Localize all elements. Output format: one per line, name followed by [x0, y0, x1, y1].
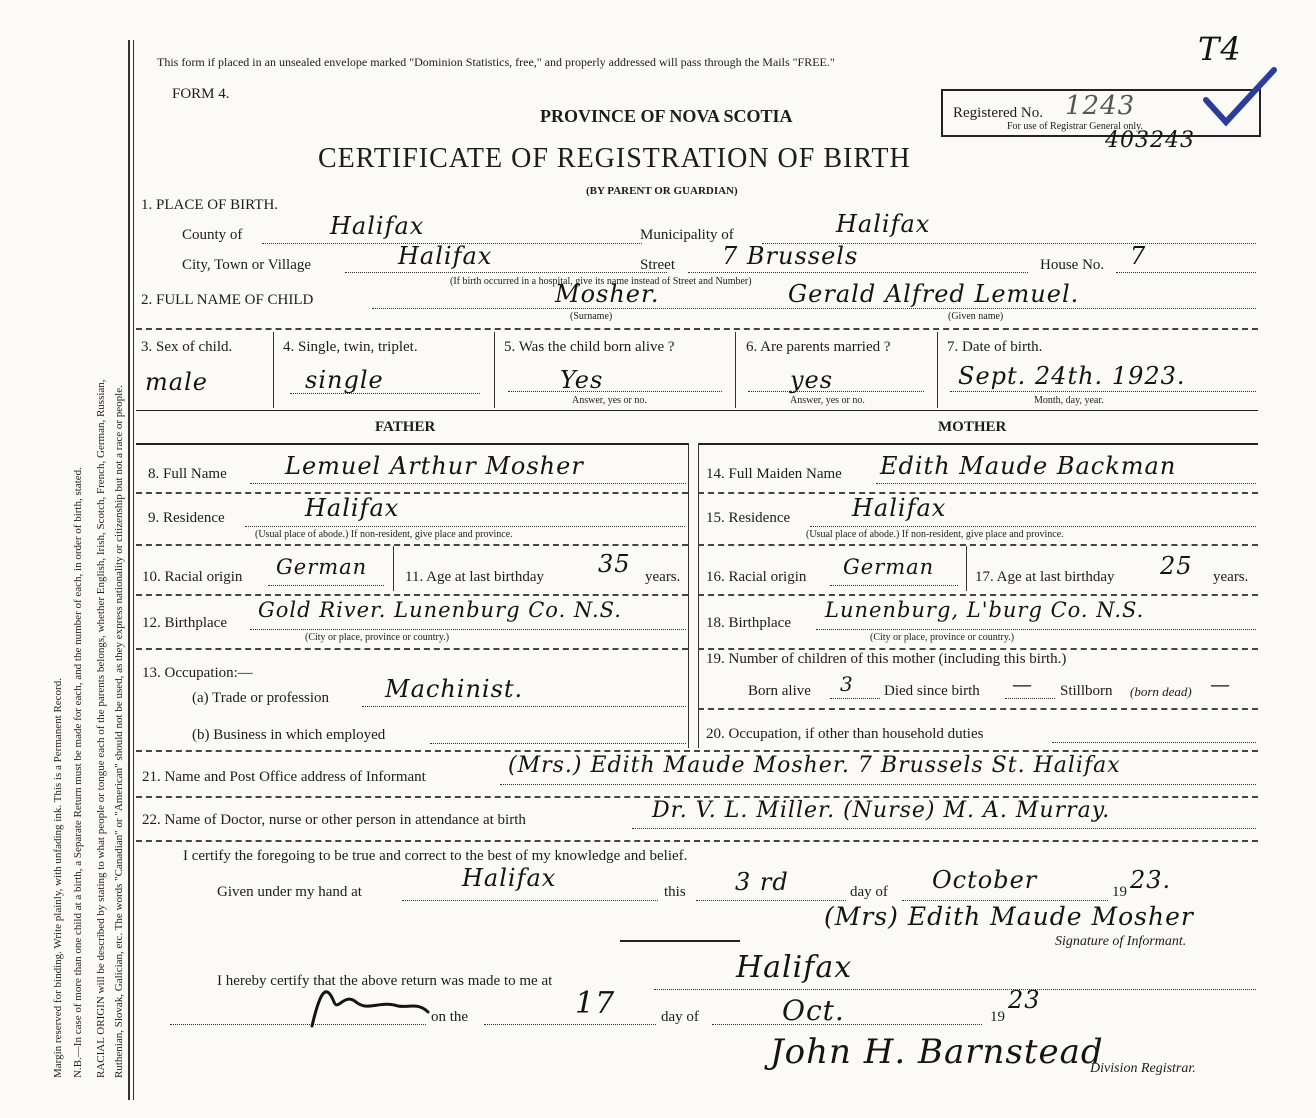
registered-number: 1243 — [1065, 91, 1136, 121]
trade-line — [362, 706, 686, 707]
father-divider-3 — [136, 594, 688, 596]
single-label: 4. Single, twin, triplet. — [283, 339, 418, 355]
born-alive-label: Born alive — [748, 683, 811, 699]
mother-residence-line — [810, 526, 1256, 527]
date-line — [950, 391, 1256, 392]
married-hint: Answer, yes or no. — [790, 395, 865, 406]
father-divider-4 — [136, 648, 688, 650]
father-name-label: 8. Full Name — [148, 466, 227, 482]
mother-name-line — [876, 483, 1256, 484]
check-mark-icon — [1198, 62, 1278, 142]
mother-birthplace-label: 18. Birthplace — [706, 615, 791, 631]
section-divider-21 — [136, 750, 1258, 752]
section-divider-certify — [136, 840, 1258, 842]
house-line — [1116, 272, 1256, 273]
married-value: yes — [790, 366, 834, 394]
mother-race-divider — [966, 546, 967, 591]
dayof-label: day of — [850, 884, 888, 900]
father-column-edge — [688, 443, 689, 748]
doctor-line — [632, 828, 1256, 829]
mother-occupation-line — [1052, 742, 1256, 743]
stillborn-value: — — [1210, 672, 1231, 696]
surname-hint: (Surname) — [570, 311, 613, 322]
born-alive-value: 3 — [840, 672, 854, 696]
registrar-signature-label: Division Registrar. — [1090, 1061, 1196, 1076]
alive-value: Yes — [560, 366, 604, 394]
mother-divider-4 — [698, 648, 1258, 650]
city-value: Halifax — [398, 242, 493, 270]
date-hint: Month, day, year. — [1034, 395, 1104, 406]
child-name-label: 2. FULL NAME OF CHILD — [141, 292, 314, 308]
father-birthplace-line — [250, 629, 686, 630]
corner-mark: T4 — [1198, 30, 1242, 68]
father-heading: FATHER — [375, 419, 436, 435]
given-label: Given under my hand at — [217, 884, 362, 900]
parents-top-rule — [136, 410, 1258, 411]
trade-value: Machinist. — [385, 675, 524, 703]
mother-occupation-label: 20. Occupation, if other than household duties — [706, 726, 984, 742]
mother-divider-3 — [698, 594, 1258, 596]
business-label: (b) Business in which employed — [192, 727, 386, 743]
mother-race-line — [830, 585, 958, 586]
registrar-year-value: 23 — [1008, 986, 1041, 1014]
father-residence-label: 9. Residence — [148, 510, 225, 526]
occupation-label: 13. Occupation:— — [142, 665, 253, 681]
certify-statement: I certify the foregoing to be true and correct to the best of my knowledge and belief. — [183, 848, 688, 864]
street-value: 7 Brussels — [722, 242, 859, 270]
sex-label: 3. Sex of child. — [141, 339, 233, 355]
registrar-month-line — [712, 1024, 982, 1025]
month-value: October — [932, 866, 1038, 894]
child-name-line — [372, 308, 1256, 309]
mail-notice: This form if placed in an unsealed envelope marked "Dominion Statistics, free," and properly addressed will pass through the Mails "FREE." — [157, 55, 835, 69]
father-race-divider — [393, 546, 394, 591]
house-value: 7 — [1130, 242, 1147, 270]
father-birthplace-label: 12. Birthplace — [142, 615, 227, 631]
registrar-day-value: 17 — [575, 986, 616, 1021]
father-age-value: 35 — [598, 550, 631, 578]
section-divider-1 — [136, 328, 1258, 330]
informant-signature-label: Signature of Informant. — [1055, 934, 1187, 949]
registrar-place-value: Halifax — [736, 950, 853, 985]
margin-note-racial-origin-2: Ruthenian, Slovak, Galician, etc. The words "Canadian" or "American" should not be used, as they express nationality or citizenship but not a race or people. — [113, 385, 125, 1078]
father-race-label: 10. Racial origin — [142, 569, 243, 585]
father-birthplace-value: Gold River. Lunenburg Co. N.S. — [258, 598, 622, 622]
informant-label: 21. Name and Post Office address of Informant — [142, 769, 426, 785]
alive-hint: Answer, yes or no. — [572, 395, 647, 406]
place-of-birth-label: 1. PLACE OF BIRTH. — [141, 197, 279, 213]
mother-race-value: German — [843, 555, 935, 579]
father-residence-line — [245, 526, 685, 527]
mother-heading: MOTHER — [938, 419, 1007, 435]
mother-residence-label: 15. Residence — [706, 510, 791, 526]
mother-birthplace-hint: (City or place, province or country.) — [870, 632, 1015, 643]
certificate-title: CERTIFICATE OF REGISTRATION OF BIRTH — [318, 143, 911, 174]
father-race-line — [268, 585, 384, 586]
alive-line — [508, 391, 722, 392]
scribble-mark-icon — [308, 972, 448, 1032]
hospital-note: (If birth occurred in a hospital, give its name instead of Street and Number) — [450, 276, 752, 287]
row3-divider-3 — [735, 332, 736, 408]
registrar-day-line — [484, 1024, 656, 1025]
house-label: House No. — [1040, 257, 1105, 273]
informant-signature: (Mrs) Edith Maude Mosher — [824, 902, 1194, 931]
registrar-place-line — [654, 989, 1256, 990]
date-value: Sept. 24th. 1923. — [958, 362, 1186, 390]
binding-rule — [128, 40, 130, 1100]
registrar-year-prefix: 19 — [990, 1009, 1005, 1025]
row3-divider-4 — [937, 332, 938, 408]
stillborn-hint: (born dead) — [1130, 684, 1192, 699]
year-value: 23. — [1130, 866, 1172, 894]
father-name-value: Lemuel Arthur Mosher — [285, 452, 584, 480]
month-line — [902, 900, 1108, 901]
father-divider-2 — [136, 544, 688, 546]
married-line — [748, 391, 924, 392]
day-line — [696, 900, 846, 901]
mother-age-value: 25 — [1160, 552, 1193, 580]
single-value: single — [305, 366, 384, 394]
day-value: 3 rd — [735, 868, 789, 896]
registrar-statement: I hereby certify that the above return was made to me at — [217, 973, 553, 989]
province-heading: PROVINCE OF NOVA SCOTIA — [540, 106, 793, 126]
born-alive-line — [830, 698, 880, 699]
mother-residence-hint: (Usual place of abode.) If non-resident, give place and province. — [806, 529, 1064, 540]
father-heading-rule — [136, 443, 688, 445]
row3-divider-2 — [494, 332, 495, 408]
county-label: County of — [182, 227, 243, 243]
died-line — [1005, 698, 1055, 699]
city-label: City, Town or Village — [182, 257, 312, 273]
alive-label: 5. Was the child born alive ? — [504, 339, 675, 355]
this-label: this — [664, 884, 686, 900]
sex-value: male — [145, 368, 208, 396]
died-value: — — [1012, 672, 1033, 696]
father-residence-value: Halifax — [305, 494, 400, 522]
mother-birthplace-value: Lunenburg, L'burg Co. N.S. — [825, 598, 1145, 622]
given-place-value: Halifax — [462, 864, 557, 892]
mother-birthplace-line — [816, 629, 1256, 630]
father-residence-hint: (Usual place of abode.) If non-resident, give place and province. — [255, 529, 513, 540]
father-age-label: 11. Age at last birthday — [405, 569, 544, 585]
municipality-label: Municipality of — [640, 227, 734, 243]
father-birthplace-hint: (City or place, province or country.) — [305, 632, 450, 643]
city-line — [345, 272, 667, 273]
mother-divider-2 — [698, 544, 1258, 546]
registrar-signature: John H. Barnstead — [770, 1032, 1104, 1072]
children-label: 19. Number of children of this mother (including this birth.) — [706, 651, 1067, 667]
trade-label: (a) Trade or profession — [192, 690, 330, 706]
municipality-value: Halifax — [836, 210, 931, 238]
margin-note-racial-origin: RACIAL ORIGIN will be described by stating to what people or tongue each of the parents belongs, whether English, Irish, Scotch, French, German, Russian, — [95, 379, 107, 1078]
year-prefix: 19 — [1112, 884, 1127, 900]
mother-divider-5 — [698, 708, 1258, 710]
given-place-line — [402, 900, 658, 901]
margin-note-multiple-births: N.B.—In case of more than one child at a birth, a Separate Return must be made for each, and the number of each, in order of birth, stated. — [72, 467, 84, 1078]
certificate-subtitle: (BY PARENT OR GUARDIAN) — [586, 185, 738, 197]
mother-age-unit: years. — [1213, 569, 1249, 585]
father-divider-1 — [136, 492, 688, 494]
father-age-unit: years. — [645, 569, 681, 585]
margin-note-binding: Margin reserved for binding. Write plainly, with unfading ink. This is a Permanent Record. — [52, 678, 64, 1078]
certify-separator — [620, 940, 740, 942]
county-value: Halifax — [330, 212, 425, 240]
registrar-dayof-label: day of — [661, 1009, 699, 1025]
given-name-hint: (Given name) — [948, 311, 1004, 322]
married-label: 6. Are parents married ? — [746, 339, 891, 355]
father-race-value: German — [276, 555, 368, 579]
died-label: Died since birth — [884, 683, 980, 699]
doctor-label: 22. Name of Doctor, nurse or other person in attendance at birth — [142, 812, 526, 828]
mother-name-value: Edith Maude Backman — [880, 452, 1177, 480]
child-given-name: Gerald Alfred Lemuel. — [788, 280, 1080, 308]
mother-race-label: 16. Racial origin — [706, 569, 807, 585]
street-line — [688, 272, 1028, 273]
stamp-number: 403243 — [1105, 128, 1195, 153]
father-name-line — [250, 483, 686, 484]
informant-value: (Mrs.) Edith Maude Mosher. 7 Brussels St. Halifax — [508, 753, 1121, 778]
mother-name-label: 14. Full Maiden Name — [706, 466, 842, 482]
registrar-month-value: Oct. — [782, 994, 845, 1027]
mother-residence-value: Halifax — [852, 494, 947, 522]
mother-heading-rule — [698, 443, 1258, 445]
informant-line — [500, 784, 1256, 785]
business-line — [430, 743, 686, 744]
row3-divider-1 — [273, 332, 274, 408]
binding-rule-inner — [133, 40, 134, 1100]
stillborn-label: Stillborn — [1060, 683, 1113, 699]
date-label: 7. Date of birth. — [947, 339, 1043, 355]
street-label: Street — [640, 257, 675, 273]
form-number: FORM 4. — [172, 86, 230, 102]
mother-age-label: 17. Age at last birthday — [975, 569, 1115, 585]
on-the-label: on the — [431, 1009, 469, 1025]
doctor-value: Dr. V. L. Miller. (Nurse) M. A. Murray. — [652, 798, 1111, 823]
mother-divider-1 — [698, 492, 1258, 494]
child-surname: Mosher. — [555, 280, 660, 308]
registrar-use-note: For use of Registrar General only. — [1007, 121, 1143, 132]
registered-label: Registered No. — [953, 105, 1043, 121]
